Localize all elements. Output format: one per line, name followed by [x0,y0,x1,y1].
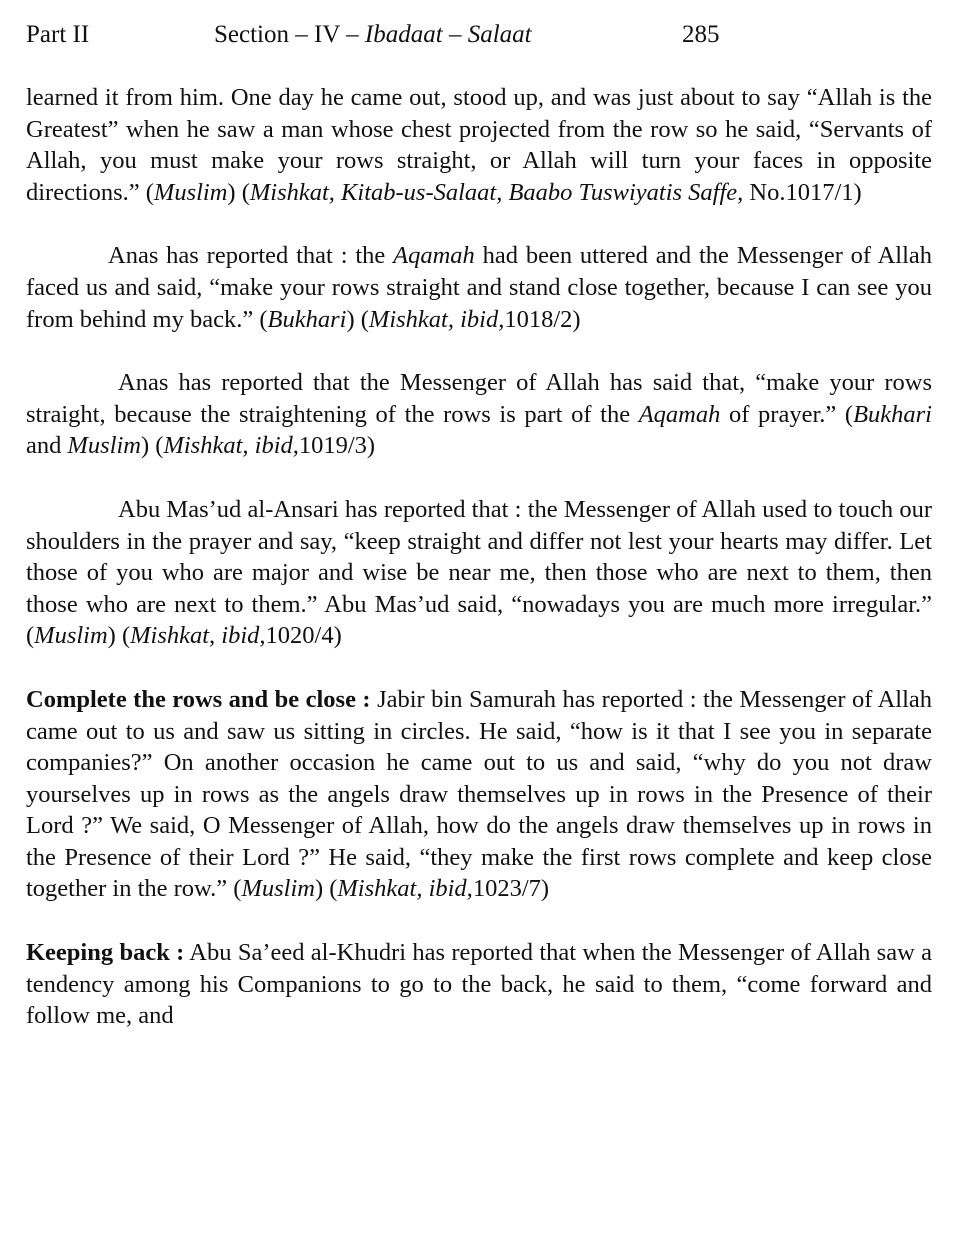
italic-citation: Mishkat, ibid, [368,305,505,333]
italic-citation: Aqamah [393,242,475,270]
text-run: ) ( [314,875,338,903]
paragraph-4 [26,494,932,652]
italic-citation: Bukhari [267,305,347,333]
text-run: Anas has reported that the Messenger of Allah has said that, “make your rows straight, because the straightening of the rows is part of the [26,369,932,428]
text-run: had been uttered and the Messenger of Allah faced us and said, “make your rows straight and stand close together, because I can see you from behind my back.” ( [26,242,933,333]
italic-citation: Mishkat, ibid, [163,432,299,460]
running-header [26,18,726,52]
header-section-prefix: Section – IV – [214,21,365,48]
text-run: learned it from him. One day he came out, stood up, and was just about to say “Allah is the Greatest” when he saw a man whose chest projected from the row so he said, “Servants of Allah, you must make your rows straight, or Allah will turn your faces in opposite directions.” ( [26,84,932,206]
paragraph-2 [26,240,932,335]
text-run: Anas has reported that : the [108,242,394,270]
italic-citation: Muslim [153,178,228,206]
italic-citation: Mishkat, ibid, [130,622,266,650]
italic-citation: Mishkat, Kitab-us-Salaat, Baabo Tuswiyatis Saffe, [249,178,744,206]
body-text [26,82,932,1064]
header-part: Part II [26,21,90,48]
text-run: ) ( [107,622,131,650]
text-run: Jabir bin Samurah has reported : the Messenger of Allah came out to us and saw us sitting in circles. He said, “how is it that I see you in separate companies?” On another occasion he came out to us and said, “why do you not draw yourselves up in rows as the angels draw themselves up in rows in the Presence of their Lord ?” We said, O Messenger of Allah, how do the angels draw themselves up in rows in the Presence of their Lord ?” He said, “they make the first rows complete and keep close together in the row.” ( [26,685,932,903]
italic-citation: Mishkat, ibid, [337,875,473,903]
text-run: Abu Mas’ud al-Ansari has reported that : the Messenger of Allah used to touch our shoulders in the prayer and say, “keep straight and differ not lest your hearts may differ. Let those of you who are major and wise be near me, then those who are next to them, then those who are next to them.” Abu Mas’ud said, “nowadays you are much more irregular.” ( [26,495,932,650]
text-run: 1018/2) [504,305,581,333]
italic-citation: Muslim [241,875,315,903]
italic-citation: Aqamah [638,400,721,428]
text-run: 1020/4) [265,622,342,650]
paragraph-5 [26,684,932,905]
text-run: and [26,432,68,460]
italic-citation: Muslim [34,622,108,650]
paragraph-6 [26,937,932,1032]
text-run: 1019/3) [298,432,376,460]
page-number: 285 [682,21,720,48]
text-run: ) ( [346,305,369,333]
text-run: No.1017/1) [743,178,862,206]
text-run: ) ( [227,178,250,206]
header-section-italic: Ibadaat – Salaat [364,21,532,48]
bold-heading: Keeping back : [26,939,185,967]
paragraph-1 [26,82,932,208]
paragraph-3 [26,367,932,462]
header-section [214,18,532,52]
italic-citation: Bukhari [853,400,932,428]
text-run: 1023/7) [472,875,550,903]
bold-heading: Complete the rows and be close : [26,685,371,713]
text-run: of prayer.” ( [720,400,854,428]
italic-citation: Muslim [67,432,141,460]
text-run: Abu Sa’eed al-Khudri has reported that when the Messenger of Allah saw a tendency among his Companions to go to the back, he said to them, “come forward and follow me, and [26,939,932,1030]
text-run: ) ( [141,432,164,460]
